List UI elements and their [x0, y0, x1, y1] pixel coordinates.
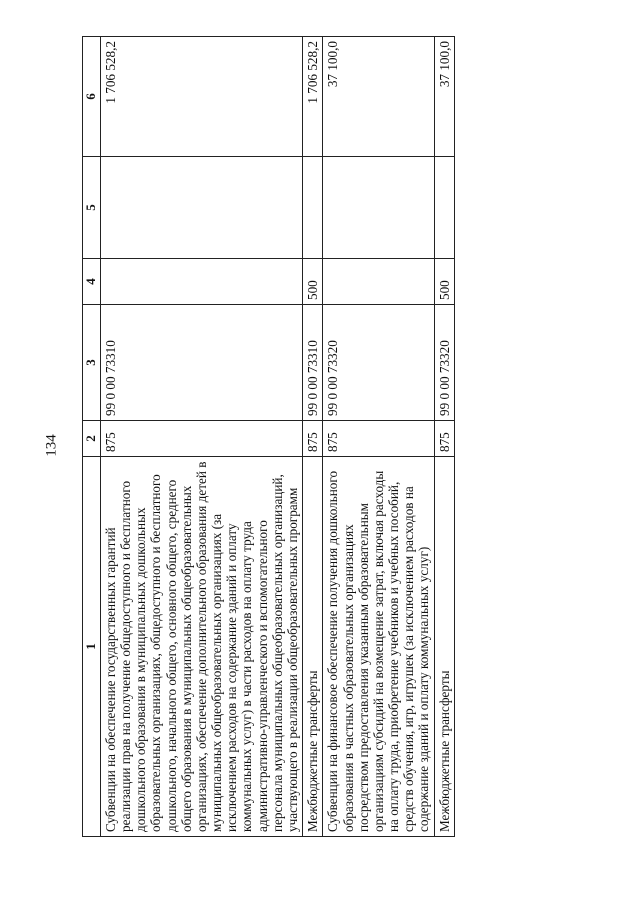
- column-header-3: 3: [83, 305, 101, 421]
- column-header-4: 4: [83, 259, 101, 305]
- row-expense-type: 500: [434, 259, 454, 305]
- row-ministry-code: 875: [303, 421, 323, 457]
- row-col5: [100, 157, 302, 259]
- table-row: [303, 37, 323, 837]
- column-header-1: 1: [83, 457, 101, 837]
- row-target-article: 99 0 00 73320: [323, 305, 434, 421]
- row-description: Субвенции на финансовое обеспечение получения дошкольного образования в частных образовательных организациях посредством предоставления указанным образовательным организациям субсидий на возмещение затрат, включая расходы на оплату труда, приобретение учебников и учебных пособий, средств обучения, игр, игрушек (за исключением расходов на содержание зданий и оплату коммунальных услуг): [323, 457, 434, 837]
- rotated-table-area: [82, 37, 566, 837]
- row-amount: 1 706 528,2: [303, 37, 323, 157]
- table-row: [100, 37, 302, 837]
- row-amount: 37 100,0: [434, 37, 454, 157]
- table-rotation-frame: [82, 37, 566, 837]
- column-header-2: 2: [83, 421, 101, 457]
- budget-table: [82, 36, 455, 837]
- column-header-6: 6: [83, 37, 101, 157]
- row-col5: [323, 157, 434, 259]
- row-description: Межбюджетные трансферты: [303, 457, 323, 837]
- page-number: 134: [43, 434, 60, 457]
- row-expense-type: [323, 259, 434, 305]
- table-row: [434, 37, 454, 837]
- row-expense-type: 500: [303, 259, 323, 305]
- row-ministry-code: 875: [100, 421, 302, 457]
- row-description: Межбюджетные трансферты: [434, 457, 454, 837]
- row-target-article: 99 0 00 73310: [303, 305, 323, 421]
- table-header-row: [83, 37, 101, 837]
- row-col5: [303, 157, 323, 259]
- row-description: Субвенции на обеспечение государственных гарантий реализации прав на получение общедоступного и бесплатного дошкольного образования в муниципальных дошкольных образовательных организациях, общедоступного и бесплатного дошкольного, начального общего, основного общего, среднего общего образования в муниципальных общеобразовательных организациях, обеспечение дополнительного образования детей в муниципальных общеобразовательных организациях (за исключением расходов на содержание зданий и оплату коммунальных услуг) в части расходов на оплату труда административно-управленческого и вспомогательного персонала муниципальных общеобразовательных организаций, участвующего в реализации общеобразовательных программ: [100, 457, 302, 837]
- table-row: [323, 37, 434, 837]
- row-col5: [434, 157, 454, 259]
- row-ministry-code: 875: [434, 421, 454, 457]
- row-amount: 37 100,0: [323, 37, 434, 157]
- column-header-5: 5: [83, 157, 101, 259]
- row-ministry-code: 875: [323, 421, 434, 457]
- row-target-article: 99 0 00 73310: [100, 305, 302, 421]
- row-expense-type: [100, 259, 302, 305]
- row-amount: 1 706 528,2: [100, 37, 302, 157]
- row-target-article: 99 0 00 73320: [434, 305, 454, 421]
